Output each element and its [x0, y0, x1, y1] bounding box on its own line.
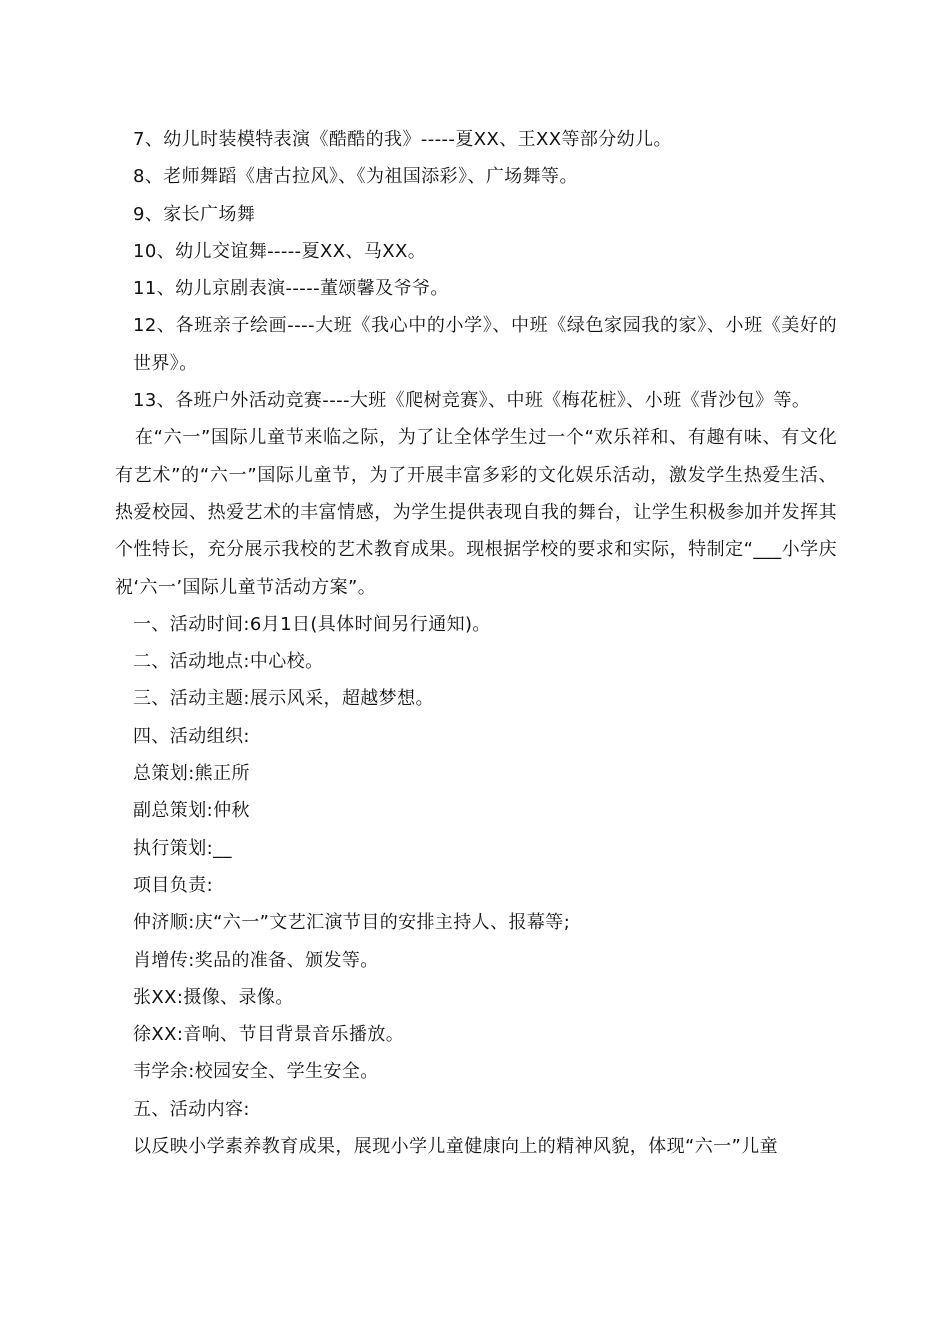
- body-paragraph: 在“六一”国际儿童节来临之际，为了让全体学生过一个“欢乐祥和、有趣有味、有文化有艺术”的“六一”国际儿童节，为了开展丰富多彩的文化娱乐活动，激发学生热爱生活、热爱校园、热爱艺术的丰富情感，为学生提供表现自我的舞台，让学生积极参加并发挥其个性特长，充分展示我校的艺术教育成果。现根据学校的要求和实际，特制定“___小学庆祝‘六一’国际儿童节活动方案”。: [115, 427, 837, 598]
- list-item: 9、家长广场舞: [133, 203, 256, 225]
- list-item: 徐XX:音响、节目背景音乐播放。: [133, 1024, 405, 1046]
- list-item: 总策划:熊正所: [133, 763, 250, 785]
- list-item: 11、幼儿京剧表演-----董颂馨及爷爷。: [133, 278, 449, 300]
- section-heading: 五、活动内容:: [133, 1098, 250, 1120]
- list-item: 8、老师舞蹈《唐古拉风》、《为祖国添彩》、广场舞等。: [133, 166, 578, 188]
- list-item: 张XX:摄像、录像。: [133, 986, 294, 1008]
- list-item: 肖增传:奖品的准备、颁发等。: [133, 949, 379, 971]
- list-item: 13、各班户外活动竞赛----大班《爬树竞赛》、中班《梅花桩》、小班《背沙包》等。: [133, 390, 811, 412]
- document-body: [115, 121, 837, 1165]
- list-item: 执行策划:__: [133, 837, 232, 859]
- list-item: 7、幼儿时装模特表演《酷酷的我》-----夏XX、王XX等部分幼儿。: [133, 129, 672, 150]
- list-item: 副总策划:仲秋: [133, 800, 250, 822]
- list-item: 12、各班亲子绘画----大班《我心中的小学》、中班《绿色家园我的家》、小班《美好的世界》。: [133, 315, 837, 374]
- list-item: 10、幼儿交谊舞-----夏XX、马XX。: [133, 240, 427, 262]
- section-heading: 二、活动地点:中心校。: [133, 651, 324, 673]
- section-heading: 四、活动组织:: [133, 725, 250, 747]
- list-item: 项目负责:: [133, 874, 214, 896]
- section-heading: 三、活动主题:展示风采，超越梦想。: [133, 688, 434, 710]
- list-item: 韦学余:校园安全、学生安全。: [133, 1061, 379, 1083]
- list-item: 仲济顺:庆“六一”文艺汇演节目的安排主持人、报幕等;: [133, 912, 571, 934]
- body-paragraph: 以反映小学素养教育成果，展现小学儿童健康向上的精神风貌，体现“六一”儿童: [133, 1136, 779, 1158]
- section-heading: 一、活动时间:6月1日(具体时间另行通知)。: [133, 613, 491, 635]
